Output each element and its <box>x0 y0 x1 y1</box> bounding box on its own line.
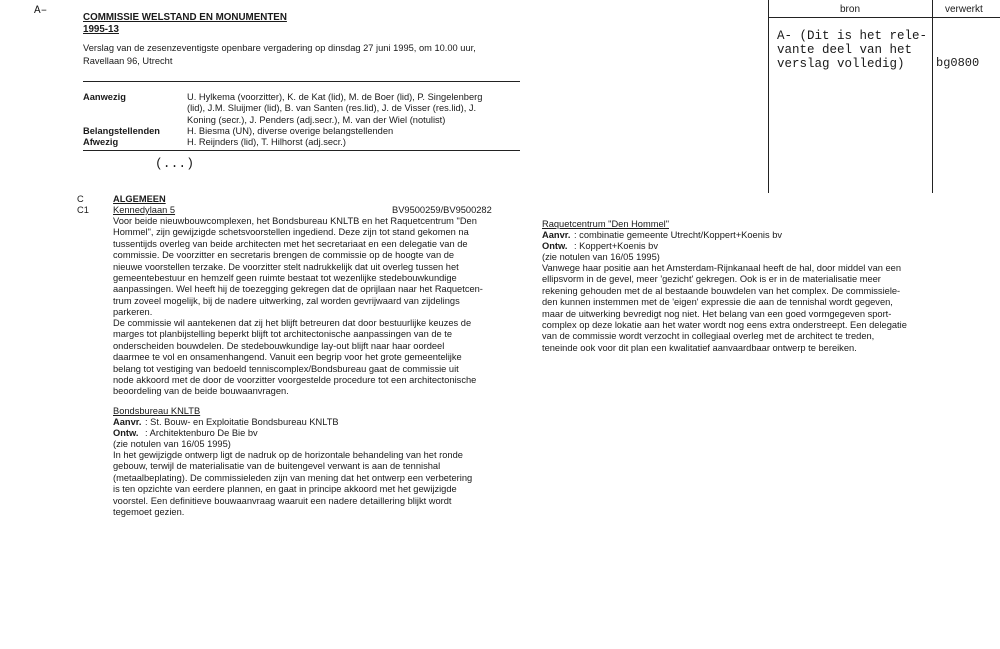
present-line: U. Hylkema (voorzitter), K. de Kat (lid), M. de Boer (lid), P. Singelenberg <box>187 92 483 102</box>
present-line: Koning (secr.), J. Penders (adj.secr.), M. van der Wiel (notulist) <box>187 114 446 125</box>
side-note-line: vante deel van het <box>777 43 913 57</box>
side-box-note <box>777 29 927 71</box>
bron-header: bron <box>840 4 861 15</box>
report-year: 1995-13 <box>83 24 119 35</box>
header-rule <box>83 81 520 82</box>
section-letter: C <box>77 194 84 204</box>
section-paragraph-1: Voor beide nieuwbouwcomplexen, het Bondsbureau KNLTB en het Raquetcentrum "Den Hommel", zijn gewijzigde schetsvoorstellen ingediend. Deze zijn tot stand gekomen na tussentijds overleg van beide architecten met het secretariaat en een delegatie van de commissie. De voorzitter en secretaris brengen de commissie op de hoogte van de nieuwe voorstellen terzake. De voorzitter stelt nadrukkelijk dat uit overleg tussen het gemeentebestuur en hemzelf geen ruimte bestaat tot wezenlijke stedebouwkundige aanpassingen. Wel heeft hij de toezegging gekregen dat de oprijlaan naar het Raquetcen- trum zoveel mogelijk, bij de nadere uitwerking, zal worden gevrijwaard van zijdelings parkeren. <box>113 216 483 318</box>
absent-label: Afwezig <box>83 137 119 147</box>
side-box-code: bg0800 <box>936 56 980 70</box>
verwerkt-header: verwerkt <box>945 4 983 15</box>
bond-ontw-label: Ontw. <box>113 428 139 438</box>
absent-text: H. Reijnders (lid), T. Hilhorst (adj.secr.) <box>187 137 346 147</box>
raquet-title: Raquetcentrum "Den Hommel" <box>542 219 669 229</box>
stakeholders-text: H. Biesma (UN), diverse overige belangstellenden <box>187 126 394 136</box>
side-note-line: verslag volledig) <box>777 57 905 71</box>
section-title: ALGEMEEN <box>113 194 166 204</box>
side-box-divider <box>932 0 933 193</box>
raquet-notulen: (zie notulen van 16/05 1995) <box>542 252 660 262</box>
bond-aanvr-value: : St. Bouw- en Exploitatie Bondsbureau KNLTB <box>145 417 339 427</box>
raquet-ontw-label: Ontw. <box>542 241 568 251</box>
present-label: Aanwezig <box>83 92 126 102</box>
side-box-header-rule <box>768 17 1000 18</box>
bond-aanvr-label: Aanvr. <box>113 417 142 427</box>
section-subtitle: Kennedylaan 5 <box>113 205 176 215</box>
bond-notulen: (zie notulen van 16/05 1995) <box>113 439 231 449</box>
side-box-left-border <box>768 0 769 193</box>
raquet-aanvr-value: : combinatie gemeente Utrecht/Koppert+Koenis bv <box>574 230 783 240</box>
bond-ontw-value: : Architektenburo De Bie bv <box>145 428 258 438</box>
raquet-aanvr-label: Aanvr. <box>542 230 571 240</box>
side-note-line: A- (Dit is het rele- <box>777 29 928 43</box>
section-sub-id: C1 <box>77 205 89 215</box>
present-list <box>187 92 482 126</box>
stakeholders-label: Belangstellenden <box>83 126 160 136</box>
section-paragraph-2: De commissie wil aantekenen dat zij het blijft betreuren dat door bestuurlijke keuzes de marges tot planbijstelling beperkt blijft tot architectonische aanpassingen van de te onderscheiden bouwdelen. De stedebouwkundige lay-out blijft naar haar oordeel daarmee te vol en onsamenhangend. Vanuit een begrip voor het grote gemeentelijke belang tot vestiging van bedoeld tenniscomplex/Bondsbureau gaat de commissie uit node akkoord met de door de voorzitter voorgestelde procedure tot een architectonische beoordeling van de beide bouwaanvragen. <box>113 318 477 397</box>
report-line-1: Verslag van de zesenzeventigste openbare vergadering op dinsdag 27 juni 1995, om 10.00 uur, <box>83 43 476 53</box>
attendance-rule <box>83 150 520 151</box>
raquet-ontw-value: : Koppert+Koenis bv <box>574 241 658 251</box>
margin-mark: A– <box>34 5 48 17</box>
present-line: (lid), J.M. Sluijmer (lid), B. van Santen (res.lid), J. de Visser (res.lid), J. <box>187 103 477 114</box>
raquet-paragraph: Vanwege haar positie aan het Amsterdam-Rijnkanaal heeft de hal, door middel van een ellipsvorm in de gevel, meer 'gezicht' gekregen. Ook is er in de materialisatie meer rekening gehouden met de al bestaande bouwdelen van het complex. De commissiele- den kunnen instemmen met de 'eigen' expressie die aan de tennishal wordt gegeven, maar de uitwerking bevredigt nog niet. Het belang van een goed vormgegeven sport- complex op deze lokatie aan het water wordt nog eens extra onderstreept. Een delegatie van de commissie wordt verzocht in collegiaal overleg met de architect te treden, teneinde ook voor dit plan een kwalitatief aanvaardbaar ontwerp te bereiken. <box>542 263 907 353</box>
bond-title: Bondsbureau KNLTB <box>113 406 201 416</box>
bond-paragraph: In het gewijzigde ontwerp ligt de nadruk op de horizontale behandeling van het ronde gebouw, terwijl de materialisatie van de buitengevel verwant is aan de tennishal (metaalbeplating). De commissieleden zijn van mening dat het ontwerp een verbetering is ten opzichte van eerdere plannen, en gaat in principe akkoord met het gewijzigde voorstel. Een definitieve bouwaanvraag waaruit een nadere detaillering blijkt wordt tegemoet gezien. <box>113 450 473 518</box>
report-line-2: Ravellaan 96, Utrecht <box>83 56 173 66</box>
section-ref: BV9500259/BV9500282 <box>392 205 492 215</box>
ellipsis-mark: (...) <box>155 156 195 171</box>
org-title: COMMISSIE WELSTAND EN MONUMENTEN <box>83 12 287 23</box>
